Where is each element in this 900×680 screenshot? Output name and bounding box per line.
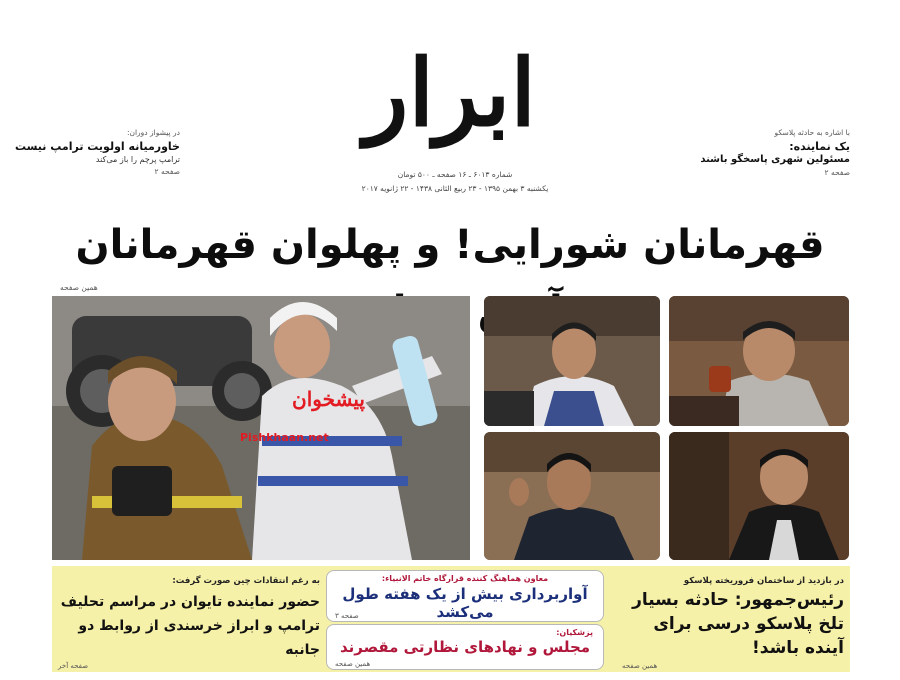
bottom-right-kicker: در بازدید از ساختمان فروریخته پلاسکو xyxy=(683,576,844,586)
bottom-center-top-kicker: معاون هماهنگ کننده قرارگاه خاتم الانبیاء: xyxy=(381,574,549,583)
bottom-right-page: همین صفحه xyxy=(622,662,658,670)
issue-info: شماره ۶۰۱۳ ـ ۱۶ صفحه ـ ۵۰۰ تومان xyxy=(397,170,513,179)
bottom-left-story[interactable] xyxy=(58,566,320,672)
left-teaser-page: صفحه ۲ xyxy=(154,167,180,176)
newspaper-logo: ابرار xyxy=(364,39,536,147)
issue-date: یکشنبه ۳ بهمن ۱۳۹۵ - ۲۳ ربیع الثانی ۱۴۳۸ - ۲۲ ژانویه ۲۰۱۷ xyxy=(361,184,549,193)
headline-page-ref: همین صفحه xyxy=(60,283,98,292)
bottom-right-title: رئیس‌جمهور: حادثه بسیار تلخ پلاسکو درسی برای آینده باشد! xyxy=(632,590,844,658)
bottom-center-bottom-title: مجلس و نهادهای نظارتی مقصرند xyxy=(339,638,591,656)
portrait-illustration-3 xyxy=(484,432,660,560)
left-teaser[interactable] xyxy=(0,128,180,176)
bottom-center-top-page: صفحه ۳ xyxy=(335,612,359,620)
watermark-latin: Pishkhaan.net xyxy=(240,431,329,444)
bottom-center-bottom-kicker: پزشکیان: xyxy=(556,628,593,637)
portrait-photo-1[interactable] xyxy=(484,296,660,426)
portrait-photo-2[interactable] xyxy=(669,296,849,426)
bottom-right-story[interactable] xyxy=(622,566,844,672)
firefighter-photo-illustration xyxy=(52,296,470,560)
bottom-center-top-box[interactable] xyxy=(326,570,604,622)
bottom-left-title: حضور نماینده تایوان در مراسم تحلیف ترامپ و ابراز خرسندی از روابط دو جانبه xyxy=(60,594,320,658)
right-teaser[interactable] xyxy=(650,128,850,177)
bottom-left-kicker: به رغم انتقادات چین صورت گرفت: xyxy=(172,576,320,586)
left-teaser-kicker: در پیشواز دوران: xyxy=(126,128,180,137)
right-teaser-title: یک نماینده: xyxy=(789,140,850,153)
right-teaser-subtitle: مسئولین شهری پاسخگو باشند xyxy=(700,154,850,165)
bottom-news-strip xyxy=(52,566,850,672)
masthead xyxy=(0,0,900,205)
portrait-illustration-1 xyxy=(484,296,660,426)
right-teaser-kicker: با اشاره به حادثه پلاسکو xyxy=(774,128,850,137)
main-headline[interactable]: قهرمانان شورایی! و پهلوان قهرمانان xyxy=(75,222,825,268)
left-teaser-subtitle: ترامپ پرچم را باز می‌کند xyxy=(95,155,180,164)
portrait-photo-4[interactable] xyxy=(669,432,849,560)
portrait-illustration-4 xyxy=(669,432,849,560)
portrait-illustration-2 xyxy=(669,296,849,426)
bottom-center-bottom-box[interactable] xyxy=(326,624,604,670)
portrait-photo-3[interactable] xyxy=(484,432,660,560)
bottom-center-top-title: آواربرداری بیش از یک هفته طول می‌کشد xyxy=(342,585,588,621)
bottom-center-bottom-page: همین صفحه xyxy=(335,660,371,668)
bottom-left-page: صفحه آخر xyxy=(58,662,89,670)
right-teaser-page: صفحه ۲ xyxy=(824,168,850,177)
watermark-persian: پیشخوان xyxy=(292,387,365,411)
main-photo[interactable] xyxy=(52,296,470,560)
left-teaser-title: خاورمیانه اولویت ترامپ نیست xyxy=(14,140,180,153)
